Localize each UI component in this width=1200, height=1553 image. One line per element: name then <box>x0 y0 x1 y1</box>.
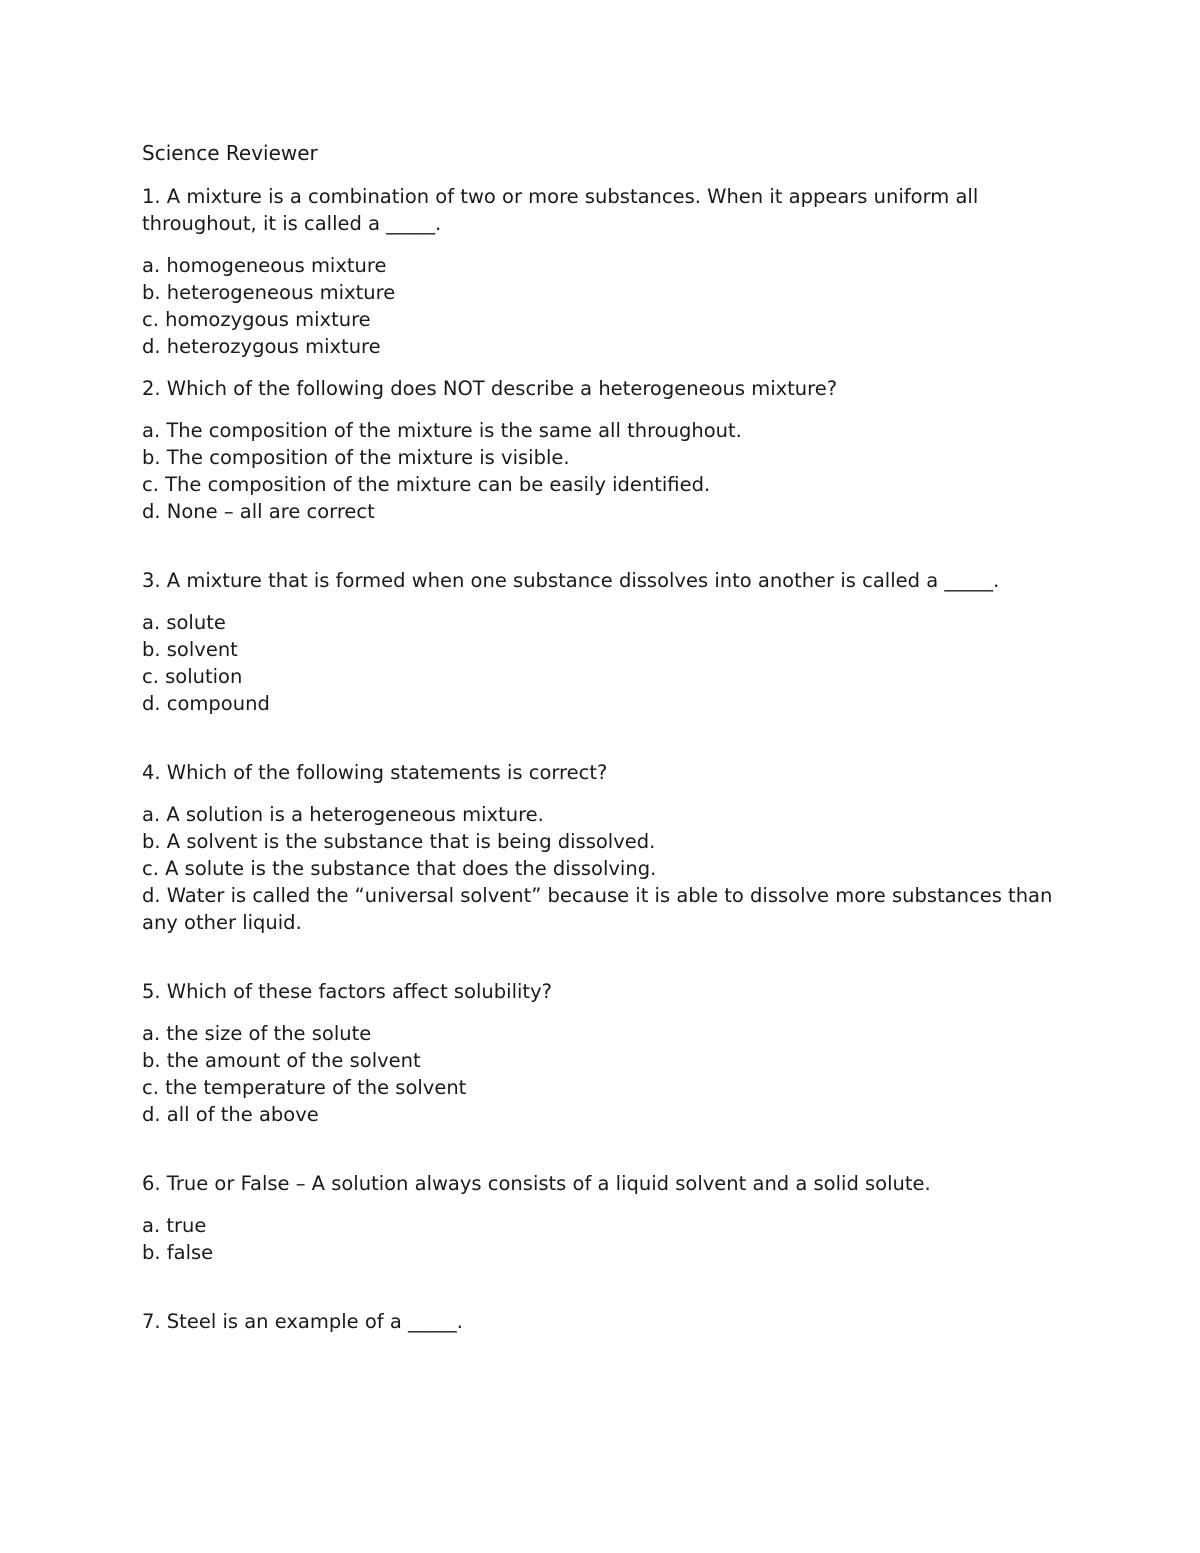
question-4 <box>142 759 1062 936</box>
option-list <box>142 252 1062 360</box>
option-b: b. The composition of the mixture is visible. <box>142 446 570 469</box>
question-text: 4. Which of the following statements is correct? <box>142 761 608 784</box>
question-text: 3. A mixture that is formed when one substance dissolves into another is called a _____. <box>142 569 1000 592</box>
page-title: Science Reviewer <box>142 141 318 165</box>
question-text: 1. A mixture is a combination of two or more substances. When it appears uniform all throughout, it is called a _____. <box>142 185 979 235</box>
option-d: d. compound <box>142 692 270 715</box>
question-7 <box>142 1308 1062 1335</box>
option-c: c. The composition of the mixture can be easily identified. <box>142 473 711 496</box>
option-d: d. all of the above <box>142 1103 319 1126</box>
option-list <box>142 801 1062 936</box>
option-d: d. Water is called the “universal solvent” because it is able to dissolve more substances than any other liquid. <box>142 884 1053 934</box>
question-5 <box>142 978 1062 1128</box>
option-c: c. A solute is the substance that does the dissolving. <box>142 857 657 880</box>
option-a: a. solute <box>142 611 226 634</box>
option-b: b. A solvent is the substance that is being dissolved. <box>142 830 656 853</box>
option-b: b. solvent <box>142 638 238 661</box>
document-page <box>142 140 1062 1350</box>
question-text: 5. Which of these factors affect solubility? <box>142 980 552 1003</box>
option-b: b. false <box>142 1241 214 1264</box>
question-1 <box>142 183 1062 360</box>
option-b: b. the amount of the solvent <box>142 1049 421 1072</box>
option-a: a. the size of the solute <box>142 1022 372 1045</box>
option-a: a. true <box>142 1214 207 1237</box>
question-text: 7. Steel is an example of a _____. <box>142 1310 463 1333</box>
question-6 <box>142 1170 1062 1266</box>
option-d: d. None – all are correct <box>142 500 375 523</box>
question-2 <box>142 375 1062 525</box>
option-a: a. homogeneous mixture <box>142 254 387 277</box>
option-d: d. heterozygous mixture <box>142 335 381 358</box>
option-a: a. A solution is a heterogeneous mixture. <box>142 803 544 826</box>
option-list <box>142 1020 1062 1128</box>
option-c: c. the temperature of the solvent <box>142 1076 467 1099</box>
question-3 <box>142 567 1062 717</box>
option-list <box>142 417 1062 525</box>
option-c: c. homozygous mixture <box>142 308 371 331</box>
option-list <box>142 609 1062 717</box>
option-c: c. solution <box>142 665 243 688</box>
option-b: b. heterogeneous mixture <box>142 281 396 304</box>
question-text: 2. Which of the following does NOT describe a heterogeneous mixture? <box>142 377 838 400</box>
question-text: 6. True or False – A solution always consists of a liquid solvent and a solid solute. <box>142 1172 931 1195</box>
option-a: a. The composition of the mixture is the same all throughout. <box>142 419 742 442</box>
option-list <box>142 1212 1062 1266</box>
